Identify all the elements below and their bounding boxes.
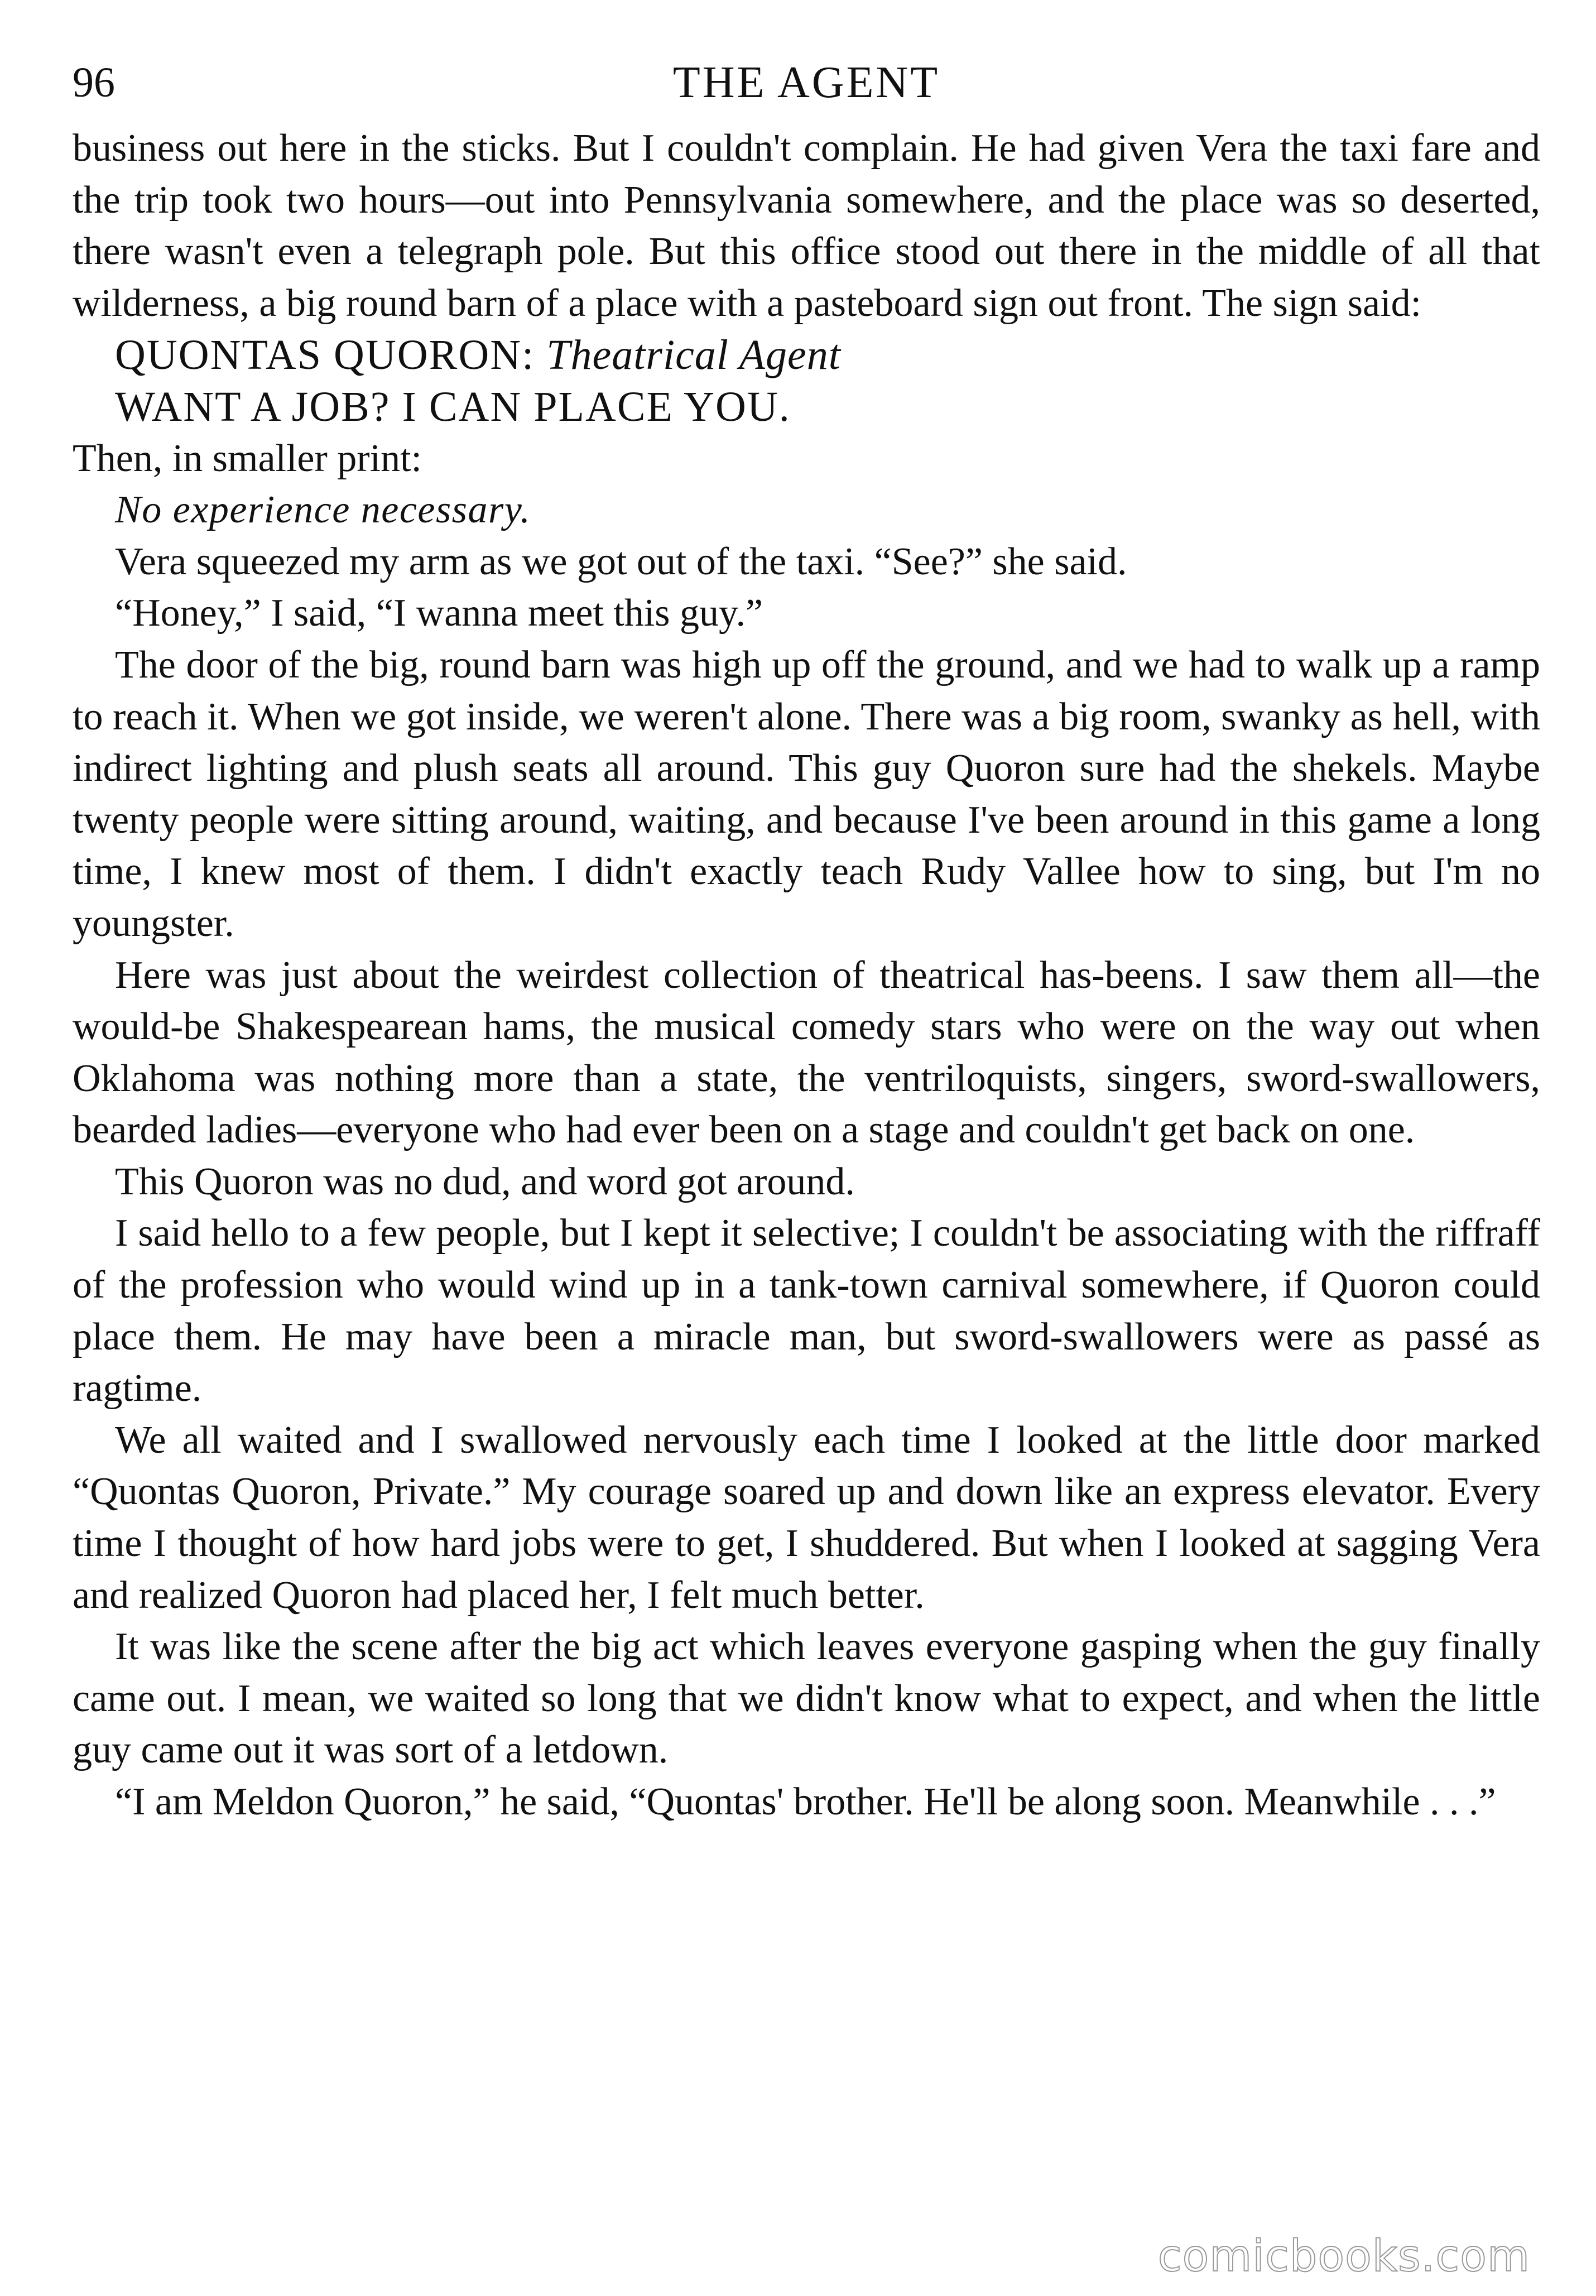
paragraph-9: It was like the scene after the big act which leaves everyone gasping when the guy finally came out. I mean, we waited so long that we didn't know what to expect, and when the little guy came out it was sort of a letdown. <box>73 1625 1540 1772</box>
body-text <box>73 123 1540 1828</box>
paragraph-4: The door of the big, round barn was high up off the ground, and we had to walk up a ramp to reach it. When we got inside, we weren't alone. There was a big room, swanky as hell, with indirect lighting and plush seats all around. This guy Quoron sure had the shekels. Maybe twenty people were sitting around, waiting, and because I've been around in this game a long time, I knew most of them. I didn't exactly teach Rudy Vallee how to sing, but I'm no youngster. <box>73 643 1540 945</box>
sign-line-1 <box>73 329 1540 381</box>
page-number: 96 <box>73 59 115 106</box>
paragraph-7: I said hello to a few people, but I kept it selective; I couldn't be associating with the riffraff of the profession who would wind up in a tank-town carnival somewhere, if Quoron could place them. He may have been a miracle man, but sword-swallowers were as passé as ragtime. <box>73 1212 1540 1410</box>
paragraph-2: Vera squeezed my arm as we got out of the taxi. “See?” she said. <box>115 540 1127 583</box>
sign-agent-name: QUONTAS QUORON: <box>115 332 547 379</box>
page-header <box>73 56 1540 123</box>
sign-line-2: WANT A JOB? I CAN PLACE YOU. <box>115 383 791 430</box>
paragraph-3: “Honey,” I said, “I wanna meet this guy.” <box>115 592 763 635</box>
sign-fine-print: No experience necessary. <box>115 488 531 532</box>
running-head: THE AGENT <box>672 58 940 107</box>
paragraph-6: This Quoron was no dud, and word got around. <box>115 1160 855 1203</box>
paragraph-10: “I am Meldon Quoron,” he said, “Quontas' brother. He'll be along soon. Meanwhile . . .” <box>115 1780 1496 1823</box>
paragraph-5: Here was just about the weirdest collection of theatrical has-beens. I saw them all—the would-be Shakespearean hams, the musical comedy stars who were on the way out when Oklahoma was nothing more than a state, the ventriloquists, singers, sword-swallowers, bearded ladies—everyone who had ever been on a stage and couldn't get back on one. <box>73 953 1540 1152</box>
paragraph-smaller-print: Then, in smaller print: <box>73 436 422 480</box>
book-page <box>73 56 1540 1828</box>
paragraph-8: We all waited and I swallowed nervously each time I looked at the little door marked “Quontas Quoron, Private.” My courage soared up and down like an express elevator. Every time I thought of how hard jobs were to get, I shuddered. But when I looked at sagging Vera and realized Quoron had placed her, I felt much better. <box>73 1418 1540 1617</box>
sign-agent-title: Theatrical Agent <box>546 332 841 379</box>
paragraph-1: business out here in the sticks. But I couldn't complain. He had given Vera the taxi fare and the trip took two hours—out into Pennsylvania somewhere, and the place was so deserted, there wasn't even a telegraph pole. But this office stood out there in the middle of all that wilderness, a big round barn of a place with a pasteboard sign out front. The sign said: <box>73 127 1540 325</box>
watermark: comicbooks.com <box>1157 2231 1530 2281</box>
